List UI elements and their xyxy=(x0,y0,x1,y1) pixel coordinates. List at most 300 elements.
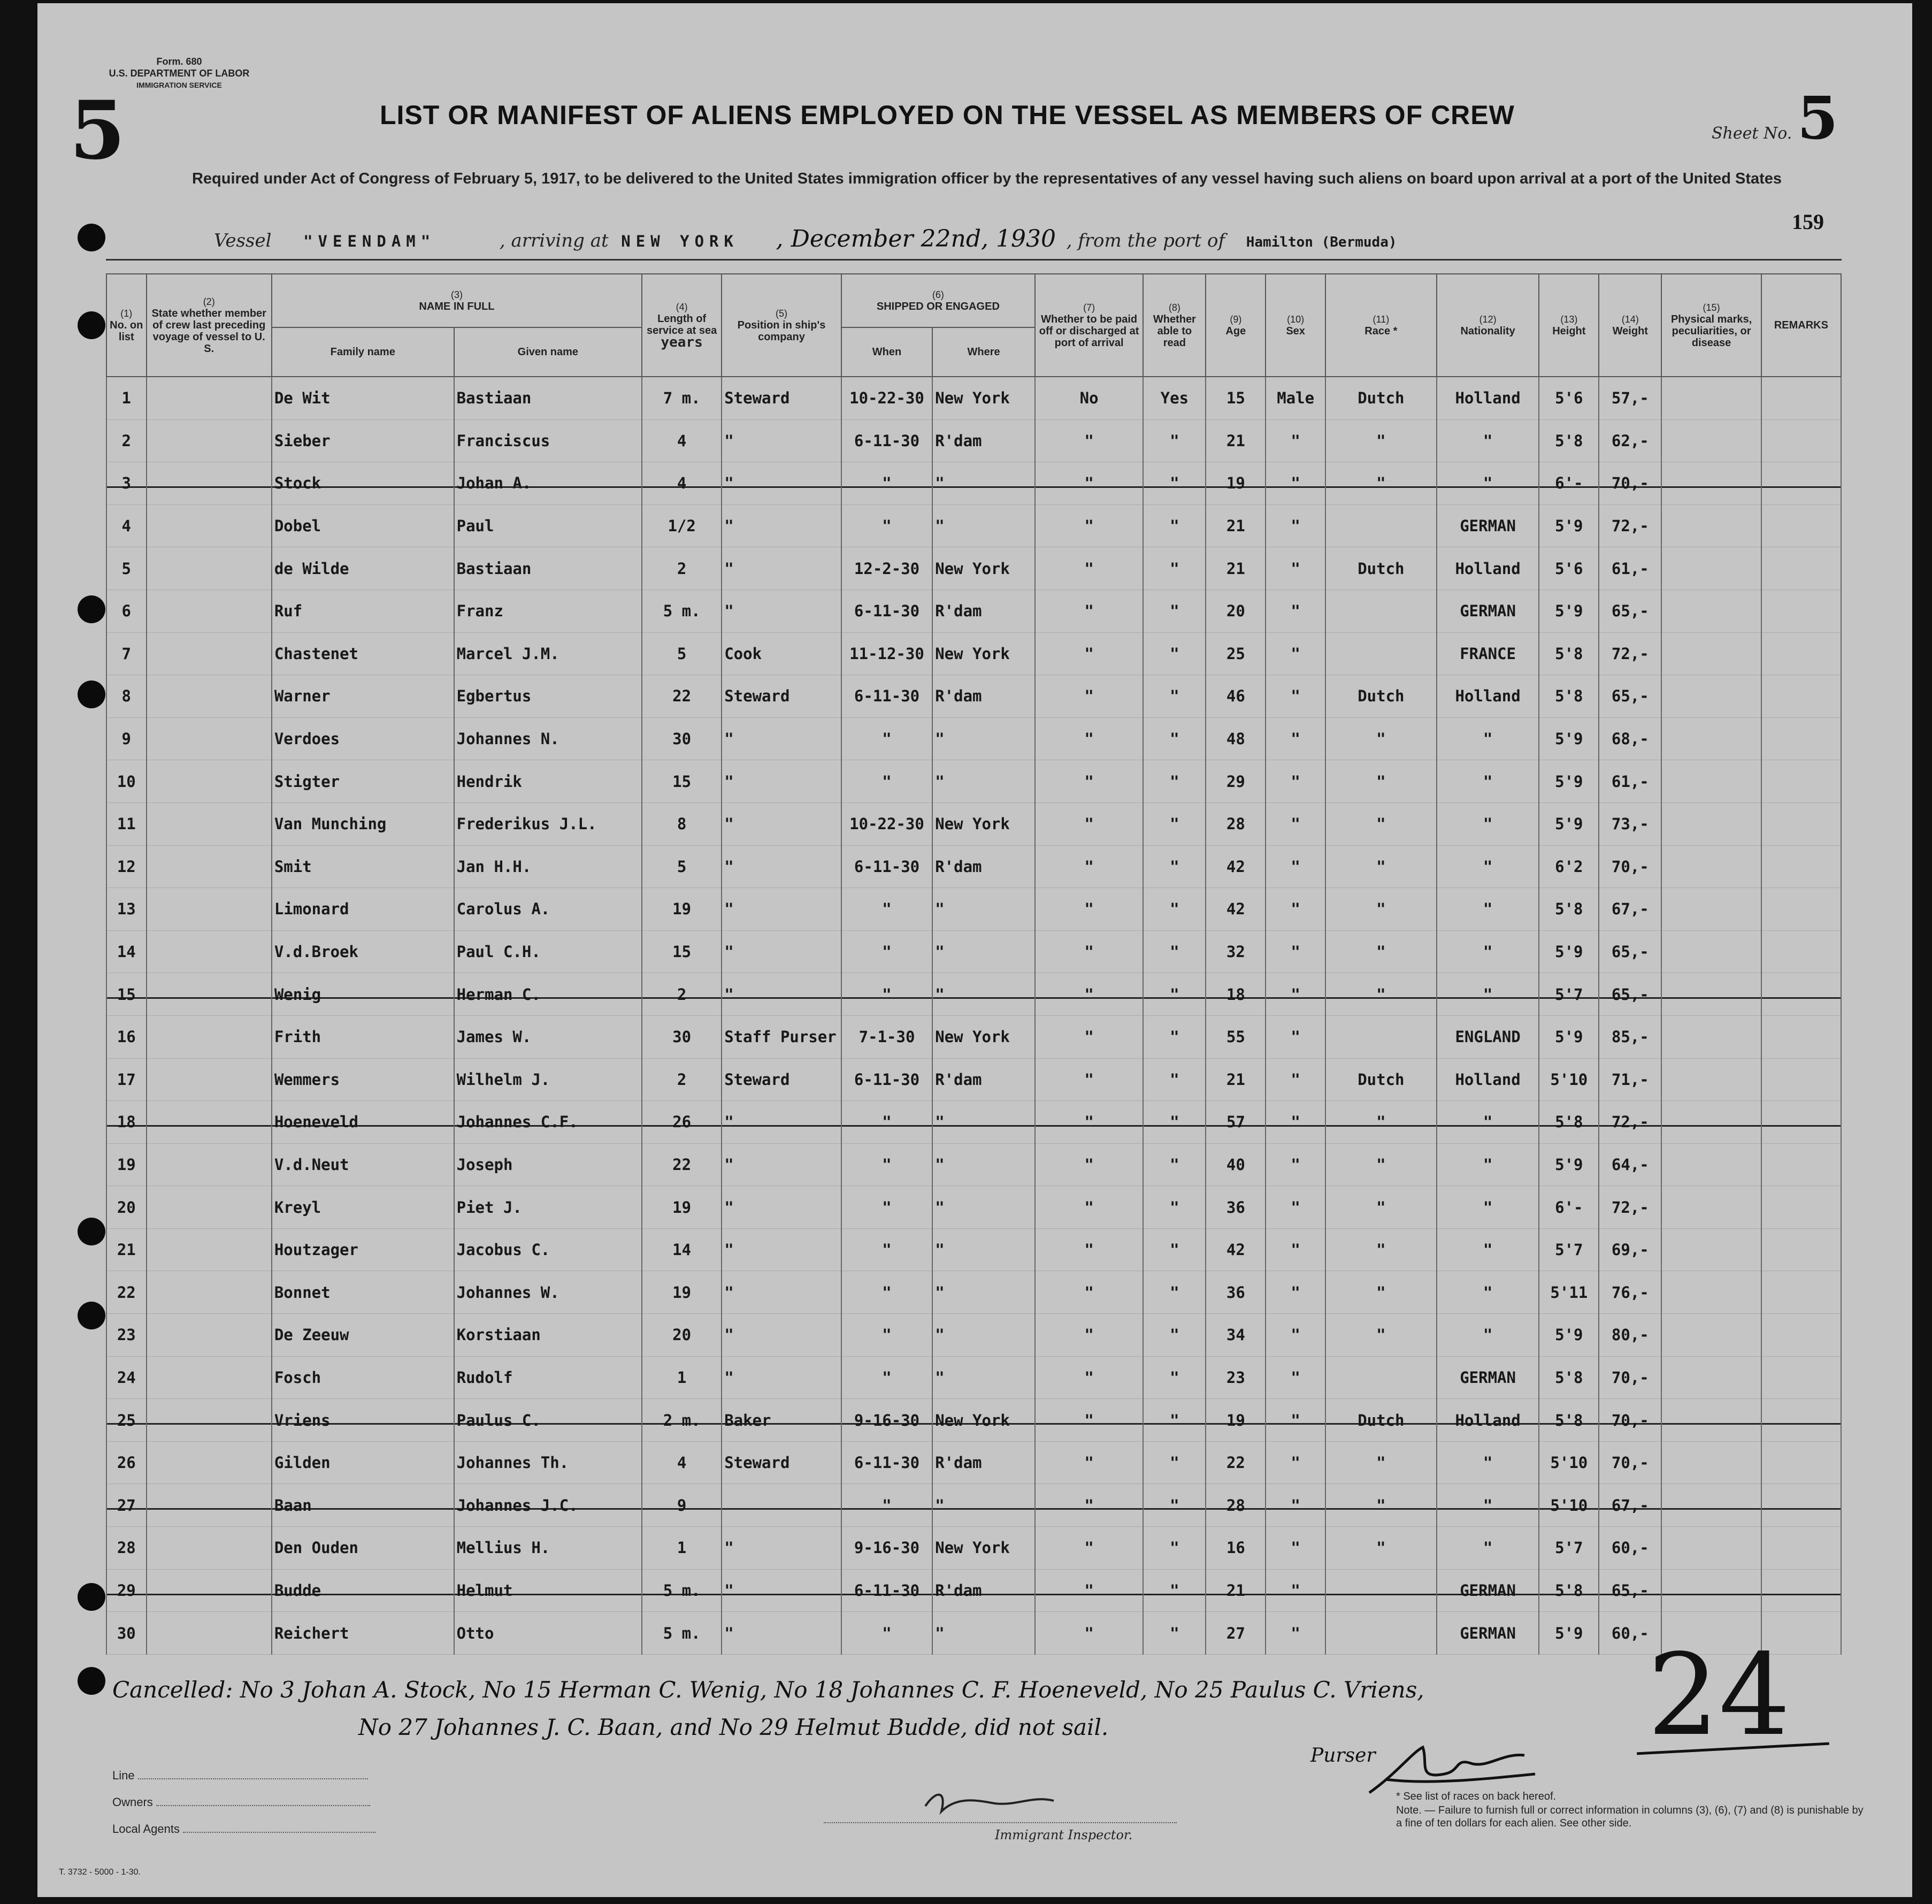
cell-when: 9-16-30 xyxy=(841,1527,932,1570)
cell-position: " xyxy=(722,1143,841,1186)
cell-sex: " xyxy=(1266,1143,1325,1186)
crew-rows xyxy=(106,377,1841,1654)
form-service: IMMIGRATION SERVICE xyxy=(136,81,222,89)
cell-state xyxy=(147,1527,272,1570)
cell-remarks xyxy=(1761,504,1841,547)
cell-when: 11-12-30 xyxy=(841,632,932,675)
cell-remarks xyxy=(1761,888,1841,931)
cell-height: 5'9 xyxy=(1539,590,1599,632)
cell-position: " xyxy=(722,1612,841,1655)
cell-race: " xyxy=(1325,802,1437,845)
table-row xyxy=(106,377,1841,419)
cell-weight: 72,- xyxy=(1599,1186,1661,1229)
cell-where: R'dam xyxy=(932,1441,1035,1484)
cell-height: 5'6 xyxy=(1539,377,1599,419)
cell-nationality: " xyxy=(1437,1228,1539,1271)
cell-paid: " xyxy=(1035,504,1143,547)
cell-sex: " xyxy=(1266,1271,1325,1314)
cell-height: 5'9 xyxy=(1539,802,1599,845)
cell-paid: " xyxy=(1035,419,1143,462)
cell-position: " xyxy=(722,760,841,803)
cell-age: 42 xyxy=(1206,845,1266,888)
cell-family: Vriens xyxy=(272,1399,454,1442)
col-weight-header: (14) Weight xyxy=(1599,274,1661,377)
cell-state xyxy=(147,675,272,718)
cell-where: " xyxy=(932,462,1035,505)
cell-race: " xyxy=(1325,1484,1437,1527)
cell-no: 5 xyxy=(106,547,147,590)
cell-length: 5 xyxy=(642,632,722,675)
cell-paid: " xyxy=(1035,590,1143,632)
cell-sex: " xyxy=(1266,1101,1325,1144)
cell-position: " xyxy=(722,888,841,931)
cell-position: Cook xyxy=(722,632,841,675)
vessel-line xyxy=(214,225,1397,253)
cell-state xyxy=(147,802,272,845)
cell-nationality: Holland xyxy=(1437,377,1539,419)
cell-paid: No xyxy=(1035,377,1143,419)
cell-family: Ruf xyxy=(272,590,454,632)
table-row xyxy=(106,1527,1841,1570)
cell-height: 5'9 xyxy=(1539,930,1599,973)
cell-physical xyxy=(1661,717,1761,760)
cell-state xyxy=(147,888,272,931)
cell-height: 5'7 xyxy=(1539,973,1599,1016)
cell-sex: " xyxy=(1266,930,1325,973)
cell-length: 1 xyxy=(642,1527,722,1570)
cell-remarks xyxy=(1761,845,1841,888)
cell-no: 16 xyxy=(106,1015,147,1058)
cell-weight: 70,- xyxy=(1599,1399,1661,1442)
col-when-header: When xyxy=(841,327,932,377)
cell-given: Paulus C. xyxy=(454,1399,642,1442)
cell-sex: " xyxy=(1266,1612,1325,1655)
cell-no: 19 xyxy=(106,1143,147,1186)
table-row xyxy=(106,419,1841,462)
cell-where: " xyxy=(932,1356,1035,1399)
cell-where: " xyxy=(932,760,1035,803)
table-row xyxy=(106,462,1841,505)
cancelled-note-line2: No 27 Johannes J. C. Baan, and No 29 Helmut Budde, did not sail. xyxy=(358,1714,1109,1740)
cell-family: Budde xyxy=(272,1569,454,1612)
cell-age: 19 xyxy=(1206,462,1266,505)
cell-nationality: FRANCE xyxy=(1437,632,1539,675)
cell-paid: " xyxy=(1035,1484,1143,1527)
cell-state xyxy=(147,717,272,760)
cell-given: Carolus A. xyxy=(454,888,642,931)
cell-given: Johannes Th. xyxy=(454,1441,642,1484)
cell-read: " xyxy=(1143,717,1206,760)
cell-physical xyxy=(1661,760,1761,803)
cell-where: " xyxy=(932,1228,1035,1271)
table-row xyxy=(106,590,1841,632)
cell-family: Stigter xyxy=(272,760,454,803)
cell-physical xyxy=(1661,1143,1761,1186)
cell-position: " xyxy=(722,802,841,845)
cell-family: Frith xyxy=(272,1015,454,1058)
col-name-header: (3) NAME IN FULL xyxy=(272,274,642,327)
cell-read: " xyxy=(1143,845,1206,888)
cell-remarks xyxy=(1761,1186,1841,1229)
cell-given: Johannes J.C. xyxy=(454,1484,642,1527)
cell-age: 28 xyxy=(1206,802,1266,845)
col-race-header: (11) Race * xyxy=(1325,274,1437,377)
cell-no: 8 xyxy=(106,675,147,718)
cell-physical xyxy=(1661,1441,1761,1484)
cell-weight: 69,- xyxy=(1599,1228,1661,1271)
cell-age: 15 xyxy=(1206,377,1266,419)
cell-position: " xyxy=(722,1527,841,1570)
cell-where: " xyxy=(932,504,1035,547)
cell-where: R'dam xyxy=(932,675,1035,718)
cell-no: 9 xyxy=(106,717,147,760)
cell-length: 1/2 xyxy=(642,504,722,547)
cell-height: 5'11 xyxy=(1539,1271,1599,1314)
cell-weight: 65,- xyxy=(1599,930,1661,973)
cell-where: New York xyxy=(932,1015,1035,1058)
cell-physical xyxy=(1661,632,1761,675)
cell-height: 5'6 xyxy=(1539,547,1599,590)
cell-remarks xyxy=(1761,1101,1841,1144)
cell-height: 5'9 xyxy=(1539,760,1599,803)
form-number: Form. 680 xyxy=(156,56,202,67)
cell-sex: " xyxy=(1266,717,1325,760)
cell-weight: 64,- xyxy=(1599,1143,1661,1186)
cell-weight: 65,- xyxy=(1599,675,1661,718)
cell-remarks xyxy=(1761,1314,1841,1357)
cell-when: " xyxy=(841,1356,932,1399)
cell-family: Verdoes xyxy=(272,717,454,760)
cell-given: Mellius H. xyxy=(454,1527,642,1570)
cell-race xyxy=(1325,1356,1437,1399)
cell-nationality: " xyxy=(1437,1271,1539,1314)
cell-state xyxy=(147,1058,272,1101)
cell-length: 2 xyxy=(642,547,722,590)
cell-nationality: " xyxy=(1437,1527,1539,1570)
cell-paid: " xyxy=(1035,930,1143,973)
header-row-top xyxy=(106,274,1841,327)
cell-where: New York xyxy=(932,632,1035,675)
cell-remarks xyxy=(1761,973,1841,1016)
cell-remarks xyxy=(1761,632,1841,675)
cell-race: " xyxy=(1325,930,1437,973)
cell-length: 22 xyxy=(642,675,722,718)
cell-when: 7-1-30 xyxy=(841,1015,932,1058)
sheet-number xyxy=(1712,83,1838,152)
cell-remarks xyxy=(1761,675,1841,718)
cell-length: 4 xyxy=(642,419,722,462)
vessel-name: "VEENDAM" xyxy=(303,232,436,250)
cell-when: 12-2-30 xyxy=(841,547,932,590)
cell-height: 5'9 xyxy=(1539,1143,1599,1186)
cell-length: 30 xyxy=(642,1015,722,1058)
cell-when: 6-11-30 xyxy=(841,590,932,632)
cell-state xyxy=(147,1612,272,1655)
cell-family: Sieber xyxy=(272,419,454,462)
cell-weight: 76,- xyxy=(1599,1271,1661,1314)
cell-no: 29 xyxy=(106,1569,147,1612)
cell-age: 21 xyxy=(1206,1058,1266,1101)
cell-remarks xyxy=(1761,1441,1841,1484)
col-nationality-header: (12) Nationality xyxy=(1437,274,1539,377)
cell-age: 32 xyxy=(1206,930,1266,973)
cell-sex: " xyxy=(1266,504,1325,547)
cell-given: Frederikus J.L. xyxy=(454,802,642,845)
cell-given: Johan A. xyxy=(454,462,642,505)
cell-height: 5'8 xyxy=(1539,1101,1599,1144)
cell-position: " xyxy=(722,1569,841,1612)
cell-age: 21 xyxy=(1206,504,1266,547)
cell-age: 22 xyxy=(1206,1441,1266,1484)
cell-read: " xyxy=(1143,973,1206,1016)
cell-length: 19 xyxy=(642,1271,722,1314)
cell-paid: " xyxy=(1035,1101,1143,1144)
cell-where: " xyxy=(932,973,1035,1016)
cell-read: Yes xyxy=(1143,377,1206,419)
cell-race: Dutch xyxy=(1325,1399,1437,1442)
cell-height: 5'9 xyxy=(1539,504,1599,547)
col-sex-header: (10) Sex xyxy=(1266,274,1325,377)
cell-read: " xyxy=(1143,632,1206,675)
cell-physical xyxy=(1661,1314,1761,1357)
cell-nationality: GERMAN xyxy=(1437,1569,1539,1612)
cell-nationality: Holland xyxy=(1437,547,1539,590)
cell-position: " xyxy=(722,590,841,632)
cell-paid: " xyxy=(1035,1569,1143,1612)
cell-physical xyxy=(1661,462,1761,505)
punch-hole xyxy=(78,680,105,708)
cell-height: 5'8 xyxy=(1539,675,1599,718)
cell-given: Rudolf xyxy=(454,1356,642,1399)
cell-where: " xyxy=(932,1143,1035,1186)
cell-paid: " xyxy=(1035,462,1143,505)
cell-state xyxy=(147,1484,272,1527)
cell-given: Johannes W. xyxy=(454,1271,642,1314)
cell-paid: " xyxy=(1035,1314,1143,1357)
cell-weight: 67,- xyxy=(1599,888,1661,931)
table-row xyxy=(106,1186,1841,1229)
cell-race: " xyxy=(1325,760,1437,803)
cell-state xyxy=(147,973,272,1016)
cell-race: " xyxy=(1325,1228,1437,1271)
cell-family: Limonard xyxy=(272,888,454,931)
cell-race: " xyxy=(1325,1101,1437,1144)
cell-family: Wemmers xyxy=(272,1058,454,1101)
cell-length: 2 xyxy=(642,973,722,1016)
cell-state xyxy=(147,462,272,505)
cell-given: Egbertus xyxy=(454,675,642,718)
cell-race: " xyxy=(1325,1314,1437,1357)
cell-sex: " xyxy=(1266,760,1325,803)
cell-length: 5 m. xyxy=(642,1569,722,1612)
cell-length: 15 xyxy=(642,760,722,803)
failure-note: Note. — Failure to furnish full or correct information in columns (3), (6), (7) and (8) is punishable by a fine of ten dollars for each alien. See other side. xyxy=(1396,1804,1864,1829)
cell-height: 5'8 xyxy=(1539,419,1599,462)
cell-sex: " xyxy=(1266,1527,1325,1570)
col-where-header: Where xyxy=(932,327,1035,377)
cell-physical xyxy=(1661,1399,1761,1442)
cell-race xyxy=(1325,1015,1437,1058)
cell-when: " xyxy=(841,1101,932,1144)
cell-when: " xyxy=(841,1484,932,1527)
cell-physical xyxy=(1661,377,1761,419)
cell-age: 57 xyxy=(1206,1101,1266,1144)
cell-given: James W. xyxy=(454,1015,642,1058)
cell-family: Van Munching xyxy=(272,802,454,845)
cell-read: " xyxy=(1143,1484,1206,1527)
cell-no: 26 xyxy=(106,1441,147,1484)
punch-hole xyxy=(78,1583,105,1611)
cell-length: 19 xyxy=(642,1186,722,1229)
cell-position: " xyxy=(722,845,841,888)
cell-age: 42 xyxy=(1206,1228,1266,1271)
cell-weight: 61,- xyxy=(1599,547,1661,590)
cell-when: " xyxy=(841,1228,932,1271)
cell-given: Otto xyxy=(454,1612,642,1655)
table-row xyxy=(106,1569,1841,1612)
cell-height: 5'9 xyxy=(1539,717,1599,760)
cell-when: 6-11-30 xyxy=(841,845,932,888)
cell-remarks xyxy=(1761,590,1841,632)
cell-remarks xyxy=(1761,930,1841,973)
footer-line: Line xyxy=(112,1769,368,1783)
cell-physical xyxy=(1661,504,1761,547)
cell-family: Warner xyxy=(272,675,454,718)
cell-height: 6'2 xyxy=(1539,845,1599,888)
cancelled-note-line1: Cancelled: No 3 Johan A. Stock, No 15 Herman C. Wenig, No 18 Johannes C. F. Hoeneveld, No 25 Paulus C. Vriens, xyxy=(112,1677,1424,1703)
cell-family: Smit xyxy=(272,845,454,888)
col-state-header: (2) State whether member of crew last preceding voyage of vessel to U. S. xyxy=(147,274,272,377)
cell-no: 24 xyxy=(106,1356,147,1399)
cell-race xyxy=(1325,590,1437,632)
cell-weight: 70,- xyxy=(1599,462,1661,505)
cell-race: " xyxy=(1325,888,1437,931)
table-row xyxy=(106,1015,1841,1058)
footer-owners: Owners xyxy=(112,1795,370,1809)
cell-height: 5'8 xyxy=(1539,1356,1599,1399)
table-row xyxy=(106,717,1841,760)
cell-no: 28 xyxy=(106,1527,147,1570)
table-row xyxy=(106,1058,1841,1101)
col-family-header: Family name xyxy=(272,327,454,377)
cell-age: 25 xyxy=(1206,632,1266,675)
cell-physical xyxy=(1661,419,1761,462)
cell-family: Reichert xyxy=(272,1612,454,1655)
cell-nationality: " xyxy=(1437,760,1539,803)
cell-nationality: Holland xyxy=(1437,675,1539,718)
cell-weight: 80,- xyxy=(1599,1314,1661,1357)
cell-given: Hendrik xyxy=(454,760,642,803)
table-row xyxy=(106,1314,1841,1357)
cell-no: 21 xyxy=(106,1228,147,1271)
cell-weight: 65,- xyxy=(1599,590,1661,632)
cell-when: " xyxy=(841,973,932,1016)
cell-state xyxy=(147,1186,272,1229)
cell-sex: " xyxy=(1266,547,1325,590)
cell-physical xyxy=(1661,675,1761,718)
cell-physical xyxy=(1661,1228,1761,1271)
cell-weight: 60,- xyxy=(1599,1527,1661,1570)
cell-remarks xyxy=(1761,419,1841,462)
col-read-header: (8) Whether able to read xyxy=(1143,274,1206,377)
cell-race: " xyxy=(1325,1186,1437,1229)
table-row xyxy=(106,632,1841,675)
table-row xyxy=(106,1228,1841,1271)
cell-position: " xyxy=(722,1271,841,1314)
cell-given: Herman C. xyxy=(454,973,642,1016)
table-row xyxy=(106,888,1841,931)
cell-given: Jan H.H. xyxy=(454,845,642,888)
col-physical-header: (15) Physical marks, peculiarities, or disease xyxy=(1661,274,1761,377)
cell-length: 5 xyxy=(642,845,722,888)
cell-remarks xyxy=(1761,717,1841,760)
table-row xyxy=(106,760,1841,803)
cell-nationality: Holland xyxy=(1437,1058,1539,1101)
cell-length: 5 m. xyxy=(642,1612,722,1655)
cell-paid: " xyxy=(1035,547,1143,590)
col-paid-header: (7) Whether to be paid off or discharged at port of arrival xyxy=(1035,274,1143,377)
cell-read: " xyxy=(1143,675,1206,718)
cell-when: 9-16-30 xyxy=(841,1399,932,1442)
cell-nationality: " xyxy=(1437,888,1539,931)
cell-no: 22 xyxy=(106,1271,147,1314)
cell-paid: " xyxy=(1035,888,1143,931)
cell-read: " xyxy=(1143,1058,1206,1101)
cell-remarks xyxy=(1761,1484,1841,1527)
cell-weight: 70,- xyxy=(1599,1441,1661,1484)
cell-sex: " xyxy=(1266,1058,1325,1101)
cell-nationality: " xyxy=(1437,930,1539,973)
cell-where: R'dam xyxy=(932,419,1035,462)
cell-sex: Male xyxy=(1266,377,1325,419)
cell-nationality: Holland xyxy=(1437,1399,1539,1442)
cell-where: New York xyxy=(932,1527,1035,1570)
cell-remarks xyxy=(1761,1527,1841,1570)
cell-sex: " xyxy=(1266,1569,1325,1612)
cell-when: " xyxy=(841,1186,932,1229)
cell-paid: " xyxy=(1035,1527,1143,1570)
cell-race xyxy=(1325,1569,1437,1612)
cell-state xyxy=(147,377,272,419)
cell-length: 19 xyxy=(642,888,722,931)
punch-hole xyxy=(78,1302,105,1329)
cell-age: 21 xyxy=(1206,1569,1266,1612)
sheet-value: 5 xyxy=(1797,83,1838,152)
cell-where: " xyxy=(932,1314,1035,1357)
table-row xyxy=(106,1143,1841,1186)
cell-position: Steward xyxy=(722,377,841,419)
cell-weight: 57,- xyxy=(1599,377,1661,419)
cell-family: Chastenet xyxy=(272,632,454,675)
cell-position: Baker xyxy=(722,1399,841,1442)
cell-length: 7 m. xyxy=(642,377,722,419)
punch-hole xyxy=(78,311,105,339)
cell-where: " xyxy=(932,888,1035,931)
cell-state xyxy=(147,930,272,973)
cell-read: " xyxy=(1143,419,1206,462)
cell-age: 40 xyxy=(1206,1143,1266,1186)
cell-weight: 85,- xyxy=(1599,1015,1661,1058)
cell-nationality: " xyxy=(1437,717,1539,760)
cell-state xyxy=(147,419,272,462)
table-row xyxy=(106,1271,1841,1314)
col-no-header: (1) No. on list xyxy=(106,274,147,377)
table-row xyxy=(106,973,1841,1016)
cell-nationality: GERMAN xyxy=(1437,1356,1539,1399)
cell-when: " xyxy=(841,717,932,760)
cell-no: 7 xyxy=(106,632,147,675)
cell-given: Bastiaan xyxy=(454,547,642,590)
